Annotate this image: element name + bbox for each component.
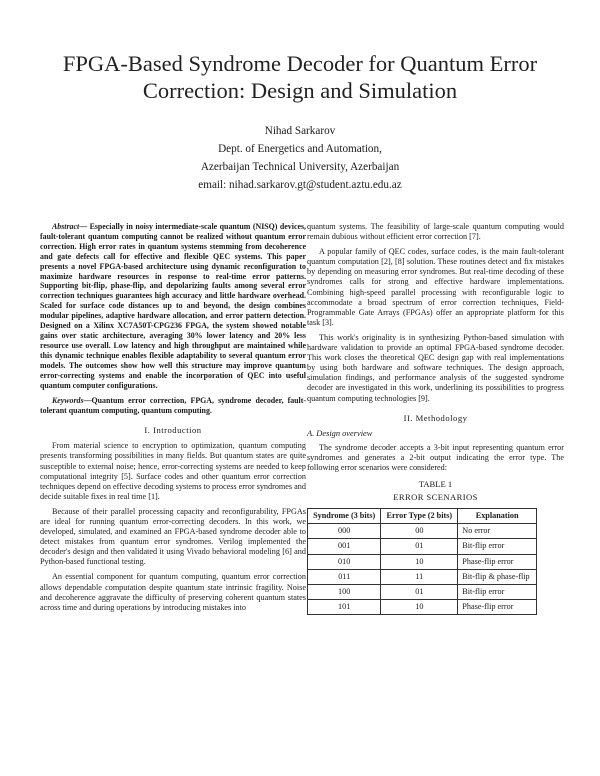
paper-title: FPGA-Based Syndrome Decoder for Quantum Error Correction: Design and Simulation xyxy=(62,51,538,103)
subsection-heading-design-overview: A. Design overview xyxy=(307,428,373,438)
table-cell: Phase-flip error xyxy=(458,554,537,569)
table-cell: Bit-flip error xyxy=(458,539,537,554)
table-cell: 00 xyxy=(381,524,458,539)
abstract xyxy=(40,222,306,390)
table-cell: 01 xyxy=(381,584,458,599)
table-cell: No error xyxy=(458,524,537,539)
author-name: Nihad Sarkarov xyxy=(264,125,336,137)
table-cell: 000 xyxy=(308,524,381,539)
table-row xyxy=(308,599,537,614)
intro-paragraph-4: A popular family of QEC codes, surface codes, is the main fault-tolerant quantum computation [2], [8] solution. These routines detect and fix mistakes by depending on measuring error syndromes. But real-time decoding of these syndromes calls for strong and effective hardware implementations. Combining high-speed parallel processing with reconfigurable logic to accommodate a broad spectrum of error correction techniques, Field-Programmable Gate Arrays (FPGAs) offer an appropriate platform for this task [3]. xyxy=(307,247,564,327)
author-university: Azerbaijan Technical University, Azerbaijan xyxy=(200,161,400,173)
table-cell: Bit-flip & phase-flip xyxy=(458,569,537,584)
table-row xyxy=(308,584,537,599)
table-caption: TABLE 1 xyxy=(418,479,453,490)
abstract-text: — Especially in noisy intermediate-scale quantum (NISQ) devices, fault-tolerant quantum computing cannot be realized without quantum error correction. High error rates in quantum systems stemming from decoherence and gate defects call for effective and flexible QEC systems. This paper presents a novel FPGA-based architecture using dynamic reconfiguration to maximize hardware resources in response to real-time error patterns. Supporting bit-flip, phase-flip, and depolarizing faults among several error correction techniques guarantees high accuracy and little hardware overhead. Scaled for surface code distances up to and beyond, the design combines modular pipelines, adaptive hardware allocation, and error pattern detection. Designed on a Xilinx XC7A50T-CPG236 FPGA, the system showed notable gains over static architecture, averaging 30% lower latency and 20% less resource use overall. Low latency and high throughput are maintained while this dynamic technique enables flexible adaptability to several quantum error models. The outcomes show how well this structure may improve quantum error-correcting systems and enable the incorporation of QEC into useful quantum computer configurations. xyxy=(40,222,306,390)
table-cell: 010 xyxy=(308,554,381,569)
table-cell: 011 xyxy=(308,569,381,584)
table-row xyxy=(308,524,537,539)
author-email[interactable]: email: nihad.sarkarov.gt@student.aztu.edu.az xyxy=(198,179,402,191)
table-cell: 10 xyxy=(381,599,458,614)
intro-paragraph-5: This work's originality is in synthesizing Python-based simulation with hardware validation to provide an optimal FPGA-based syndrome decoder. This work closes the theoretical QEC design gap with real implementations by using both hardware and software techniques. The design approach, simulation findings, and performance analysis of the suggested syndrome decoder are investigated in this work, underlining its possibilities to progress quantum computing technologies [9]. xyxy=(307,332,564,403)
intro-paragraph-3: An essential component for quantum computing, quantum error correction allows dependable computation despite quantum state intrinsic fragility. Noise and decoherence aggravate the difficulty of preserving coherent quantum states across time and during operations by introducing mistakes into xyxy=(40,572,306,612)
table-header-error-type: Error Type (2 bits) xyxy=(381,509,458,524)
keywords-label: Keywords xyxy=(52,396,84,406)
abstract-label: Abstract xyxy=(52,222,80,231)
table-cell: 01 xyxy=(381,539,458,554)
left-column xyxy=(40,222,306,618)
table-header-explanation: Explanation xyxy=(458,509,537,524)
keywords xyxy=(40,396,306,416)
section-heading-methodology: II. Methodology xyxy=(403,412,468,423)
table-title: ERROR SCENARIOS xyxy=(393,492,478,503)
keywords-text: —Quantum error correction, FPGA, syndrome decoder, fault-tolerant quantum computing, quantum computing. xyxy=(40,396,306,416)
section-heading-introduction: I. Introduction xyxy=(144,425,202,436)
table-cell: 11 xyxy=(381,569,458,584)
table-header-syndrome: Syndrome (3 bits) xyxy=(308,509,381,524)
table-cell: 10 xyxy=(381,554,458,569)
table-cell: 101 xyxy=(308,599,381,614)
table-cell: 001 xyxy=(308,539,381,554)
table-row xyxy=(308,569,537,584)
table-row xyxy=(308,539,537,554)
table-cell: Bit-flip error xyxy=(458,584,537,599)
error-scenarios-table xyxy=(307,508,537,615)
author-department: Dept. of Energetics and Automation, xyxy=(218,143,382,155)
intro-paragraph-1: From material science to encryption to optimization, quantum computing presents transforming possibilities in many fields. But quantum states are quite susceptible to external noise; hence, error-correcting systems are needed to keep computational integrity [5]. Surface codes and other quantum error correction techniques depend on effective decoding systems to process error syndromes and decide suitable fixes in real time [1]. xyxy=(40,441,306,501)
intro-continuation: quantum systems. The feasibility of large-scale quantum computing would remain dubious without efficient error correction [7]. xyxy=(307,222,564,242)
table-cell: 100 xyxy=(308,584,381,599)
table-cell: Phase-flip error xyxy=(458,599,537,614)
intro-paragraph-2: Because of their parallel processing capacity and reconfigurability, FPGAs are ideal for running quantum error-correcting decoders. In this work, we developed, simulated, and examined an FPGA-based syndrome decoder able to detect mistakes from quantum error syndromes. Verilog implemented the decoder's design and then validated it using Vivado behavioral modeling [6] and Python-based functional testing. xyxy=(40,506,306,567)
table-row xyxy=(308,554,537,569)
table-header-row xyxy=(308,509,537,524)
design-paragraph: The syndrome decoder accepts a 3-bit input representing quantum error syndromes and generates a 2-bit output indicating the error type. The following error scenarios were considered: xyxy=(307,442,564,472)
right-column xyxy=(307,222,564,615)
